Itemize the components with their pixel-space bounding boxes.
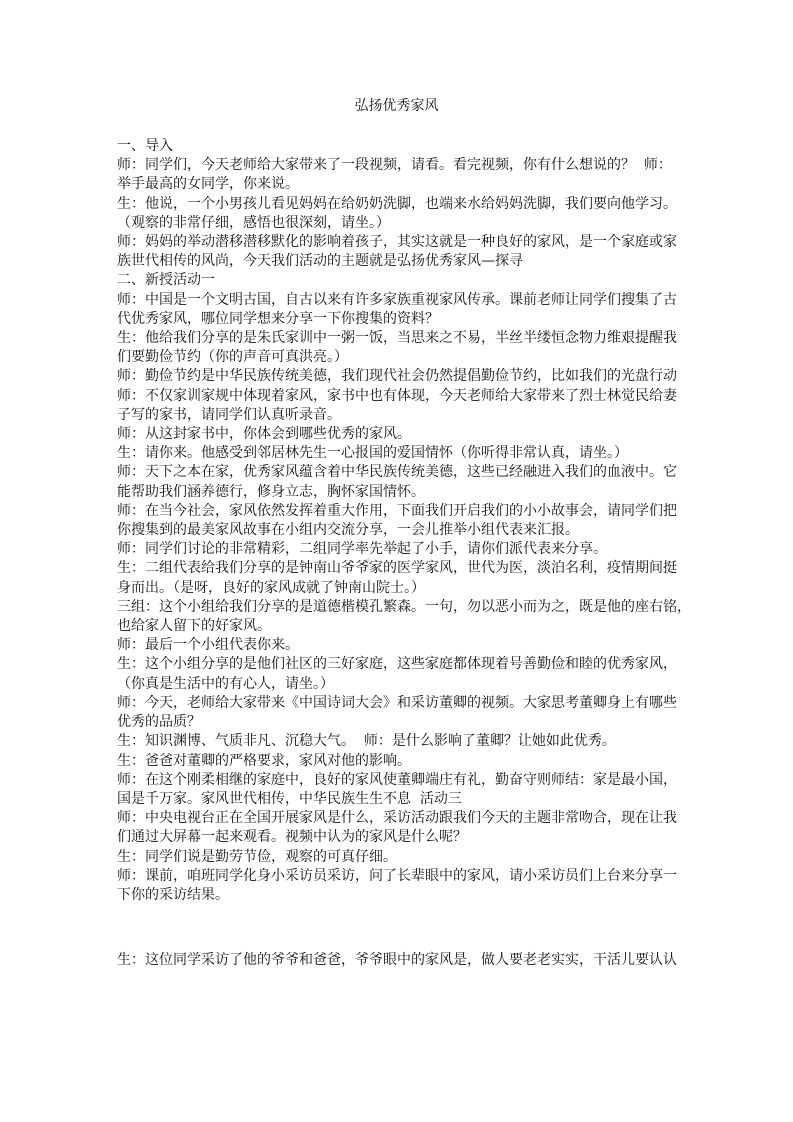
- text-line: 生：请你来。他感受到邻居林先生一心报国的爱国情怀（你听得非常认真，请坐。）: [117, 445, 628, 462]
- document-body: [117, 137, 691, 970]
- text-line: 举手最高的女同学，你来说。: [117, 176, 299, 193]
- text-line: （你真是生活中的有心人，请坐。）: [117, 675, 334, 692]
- text-line: 三组：这个小组给我们分享的是道德楷模孔繁森。一句，勿以恶小而为之，既是他的座右铭，: [117, 598, 691, 615]
- page-title: 弘扬优秀家风: [354, 98, 439, 114]
- text-line: 优秀的品质？: [117, 714, 201, 731]
- text-line: 生：这位同学采访了他的爷爷和爸爸，爷爷眼中的家风是，做人要老老实实，干活儿要认认: [117, 952, 677, 969]
- text-line: （观察的非常仔细，感悟也很深刻，请坐。）: [117, 214, 390, 231]
- text-line: 师：今天，老师给大家带来《中国诗词大会》和采访董卿的视频。大家思考董卿身上有哪些: [117, 694, 677, 711]
- text-line: 师：中央电视台正在全国开展家风是什么，采访活动跟我们今天的主题非常吻合，现在让我: [117, 810, 677, 827]
- text-line: 师：中国是一个文明古国，自古以来有许多家族重视家风传承。课前老师让同学们搜集了古: [117, 291, 677, 308]
- text-line: 们通过大屏幕一起来观看。视频中认为的家风是什么呢？: [117, 829, 467, 846]
- text-line: 师：勤俭节约是中华民族传统美德，我们现代社会仍然提倡勤俭节约，比如我们的光盘行动: [117, 368, 677, 385]
- watermark: · · ·: [352, 505, 448, 585]
- text-line: 国是千万家。家风世代相传，中华民族生生不息 活动三: [117, 790, 462, 807]
- text-line: 族世代相传的风尚，今天我们活动的主题就是弘扬优秀家风—探寻: [117, 253, 523, 270]
- text-line: 一、导入: [117, 138, 173, 154]
- text-line: 师：课前，咱班同学化身小采访员采访，问了长辈眼中的家风，请小采访员们上台来分享一: [117, 867, 677, 884]
- text-line: 身而出。（是呀，良好的家风成就了钟南山院士。）: [117, 579, 425, 596]
- text-line: 师：从这封家书中，你体会到哪些优秀的家风。: [117, 426, 411, 443]
- text-line: 师：在这个刚柔相继的家庭中，良好的家风使董卿端庄有礼，勤奋守则师结：家是最小国，: [117, 771, 677, 788]
- text-line: 师：最后一个小组代表你来。: [117, 637, 299, 654]
- text-line: 生：爸爸对董卿的严格要求，家风对他的影响。: [117, 752, 411, 769]
- text-line: 师：妈妈的举动潜移潜移默化的影响着孩子，其实这就是一种良好的家风，是一个家庭或家: [117, 234, 677, 251]
- text-line: 们要勤俭节约（你的声音可真洪亮。）: [117, 349, 348, 366]
- text-line: 生：二组代表给我们分享的是钟南山爷爷家的医学家风，世代为医，淡泊名利，疫情期间挺: [117, 560, 677, 577]
- text-line: 也给家人留下的好家风。: [117, 618, 271, 635]
- text-line: 能帮助我们涵养德行，修身立志，胸怀家国情怀。: [117, 483, 425, 500]
- text-line: 师：不仅家训家规中体现着家风，家书中也有体现，今天老师给大家带来了烈士林觉民给妻: [117, 387, 677, 404]
- text-line: 师：在当今社会，家风依然发挥着重大作用，下面我们开启我们的小小故事会，请同学们把: [117, 502, 677, 519]
- text-line: 代优秀家风，哪位同学想来分享一下你搜集的资料？: [117, 310, 439, 327]
- text-line: 二、新授活动一: [117, 272, 215, 289]
- text-line: 师：同学们讨论的非常精彩，二组同学率先举起了小手，请你们派代表来分享。: [117, 541, 607, 558]
- text-line: 生：这个小组分享的是他们社区的三好家庭，这些家庭都体现着号善勤俭和睦的优秀家风，: [117, 656, 677, 673]
- text-line: 生：同学们说是勤劳节俭，观察的可真仔细。: [117, 848, 397, 865]
- text-line: 师：同学们，今天老师给大家带来了一段视频，请看。看完视频，你有什么想说的？ 师：: [117, 157, 672, 174]
- text-line: 子写的家书，请同学们认真听录音。: [117, 406, 341, 423]
- blank-line: [117, 919, 682, 937]
- text-line: 生：他说，一个小男孩儿看见妈妈在给奶奶洗脚，也端来水给妈妈洗脚，我们要向他学习。: [117, 195, 677, 212]
- text-line: 下你的采访结果。: [117, 886, 229, 903]
- text-line: 你搜集到的最美家风故事在小组内交流分享，一会儿推举小组代表来汇报。: [117, 522, 579, 539]
- text-line: 生：他给我们分享的是朱氏家训中一粥一饭，当思来之不易，半丝半缕恒念物力维艰提醒我: [117, 330, 677, 347]
- text-line: 生：知识渊博、气质非凡、沉稳大气。 师：是什么影响了董卿？让她如此优秀。: [117, 733, 616, 750]
- text-line: 师：天下之本在家，优秀家风蕴含着中华民族传统美德，这些已经融进入我们的血液中。它: [117, 464, 677, 481]
